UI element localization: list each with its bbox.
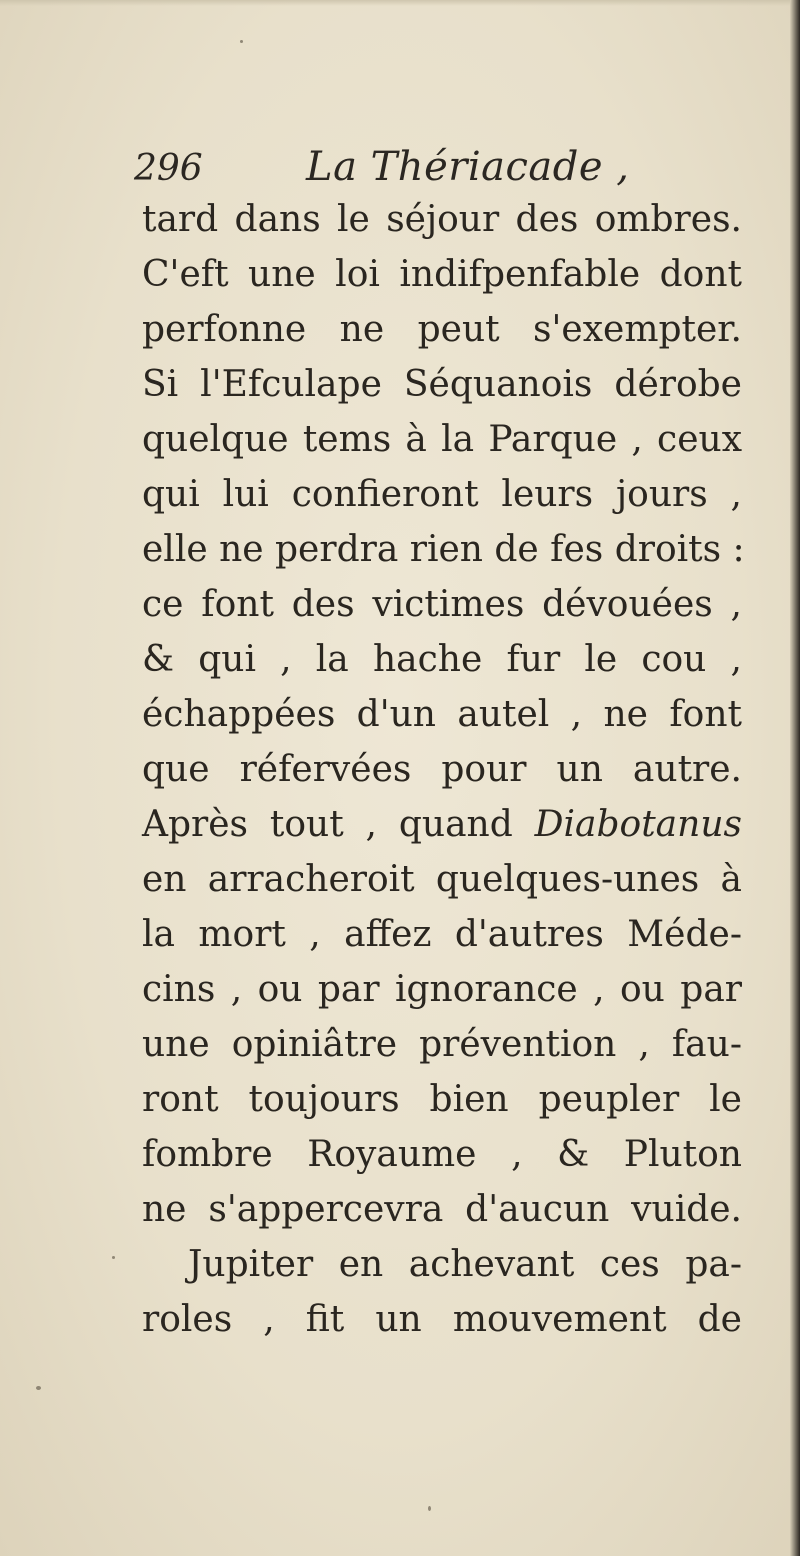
paper-speck: [240, 40, 243, 43]
text-line: roles , fit un mouvement de: [142, 1299, 742, 1340]
text-line: perfonne ne peut s'exempter.: [142, 309, 742, 350]
page-number: 296: [134, 148, 203, 189]
text-line: une opiniâtre prévention , fau-: [142, 1024, 742, 1065]
text-line: que réfervées pour un autre.: [142, 749, 742, 790]
text-line: Jupiter en achevant ces pa-: [188, 1244, 742, 1285]
text-line: tard dans le séjour des ombres.: [142, 199, 742, 240]
page-right-edge: [790, 0, 800, 1556]
body-text: [142, 192, 745, 1347]
page-header: [134, 140, 694, 190]
page-top-shadow: [0, 0, 800, 6]
italic-name: Diabotanus: [534, 804, 742, 845]
text-line: Si l'Efculape Séquanois dérobe: [142, 364, 742, 405]
text-line: quelque tems à la Parque , ceux: [142, 419, 742, 460]
text-line: qui lui confieront leurs jours ,: [142, 474, 742, 515]
paper-speck: [428, 1506, 431, 1511]
text-line: C'eft une loi indifpenfable dont: [142, 254, 742, 295]
running-title: La Thériacade ,: [306, 144, 630, 190]
paper-speck: [36, 1386, 41, 1390]
text-line: & qui , la hache fur le cou ,: [142, 639, 742, 680]
text-line: ce font des victimes dévouées ,: [142, 584, 742, 625]
text-line: [142, 797, 742, 852]
text-line: échappées d'un autel , ne font: [142, 694, 742, 735]
text-line: en arracheroit quelques-unes à: [142, 859, 742, 900]
paper-speck: [112, 1256, 115, 1259]
text-line: ne s'appercevra d'aucun vuide.: [142, 1189, 742, 1230]
text-segment: Après tout , quand: [142, 804, 535, 845]
text-line: cins , ou par ignorance , ou par: [142, 969, 742, 1010]
text-line: ront toujours bien peupler le: [142, 1079, 742, 1120]
text-line: la mort , affez d'autres Méde-: [142, 914, 742, 955]
text-line: elle ne perdra rien de fes droits :: [142, 529, 745, 570]
text-line: fombre Royaume , & Pluton: [142, 1134, 742, 1175]
